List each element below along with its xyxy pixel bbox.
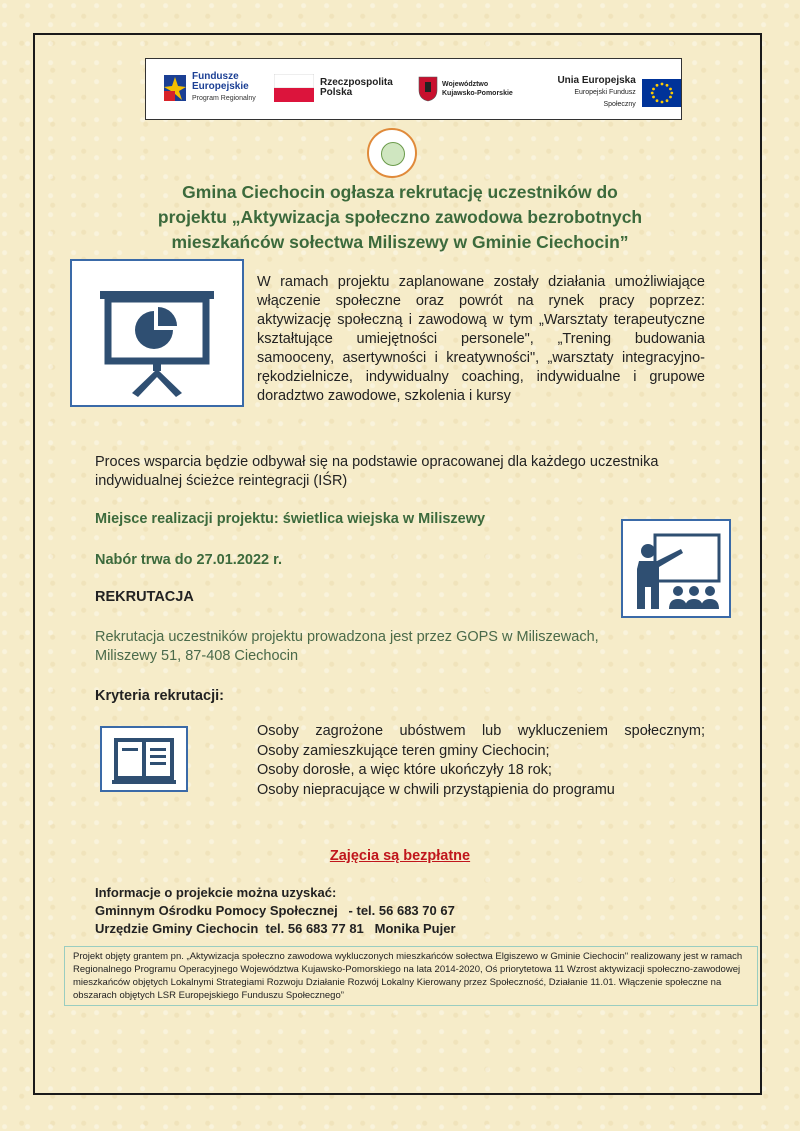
title-line-3: mieszkańców sołectwa Miliszewy w Gminie Ciechocin” xyxy=(171,232,629,252)
kryteria-heading: Kryteria rekrutacji: xyxy=(95,688,224,704)
intro-paragraph: W ramach projektu zaplanowane zostały działania umożliwiające włączenie społeczne oraz powrót na rynek pracy poprzez: aktywizację społeczną i zawodową w tym „Warsztaty terapeutyczne kształtujące umiejętności personele", „Trening budowania samooceny, asertywności i kreatywności", „warsztaty integracyjno-rękodzielnicze, indywidualny coaching, indywidualne i grupowe doradztwo zawodowe, szkolenia i kursy xyxy=(257,274,705,404)
project-location: Miejsce realizacji projektu: świetlica wiejska w Miliszewy xyxy=(95,511,486,527)
unia-europejska-logo xyxy=(542,76,681,110)
open-book-icon xyxy=(102,728,186,790)
fe-line1: Fundusze xyxy=(192,71,239,82)
support-process-text: Proces wsparcia będzie odbywał się na podstawie opracowanej dla każdego uczestnika indywidualnej ścieżce reintegracji (IŚR) xyxy=(95,454,659,489)
fundusze-europejskie-logo xyxy=(162,72,256,104)
page-title xyxy=(80,180,720,255)
title-line-1: Gmina Ciechocin ogłasza rekrutację uczestników do xyxy=(182,182,618,202)
presentation-icon-box xyxy=(70,259,244,407)
recruitment-deadline: Nabór trwa do 27.01.2022 r. xyxy=(95,552,282,568)
criteria-item-1: Osoby zagrożone ubóstwem lub wykluczeniem społecznym; xyxy=(257,723,705,739)
woj-line1: Województwo xyxy=(442,81,489,88)
rp-line2: Polska xyxy=(320,87,353,98)
fe-line2: Europejskie xyxy=(192,81,249,92)
teacher-icon-box xyxy=(621,519,731,618)
ue-line2: Europejski Fundusz Społeczny xyxy=(574,89,636,108)
wojewodztwo-logo xyxy=(418,76,513,102)
contact-heading: Informacje o projekcie można uzyskać: xyxy=(95,885,337,900)
contact-line-2: Urzędzie Gminy Ciechocin tel. 56 683 77 81 Monika Pujer xyxy=(95,921,456,936)
funding-footer-note: Projekt objęty grantem pn. „Aktywizacja społeczno zawodowa wykluczonych mieszkańców sołectwa Elgiszewo w Gminie Ciechocin" realizowany jest w ramach Regionalnego Programu Operacyjnego Województwa Kujawsko-Pomorskiego na lata 2014-2020, Oś priorytetowa 11 Wzrost aktywizacji społeczno-zawodowej mieszkańców objętych Lokalnymi Strategiami Rozwoju Działanie Rozwój Lokalny Kierowany przez Społeczność, Działanie 11.01. Włączenie społeczne na obszarach objętych LSR Europejskiego Funduszu Społecznego” xyxy=(64,946,758,1006)
criteria-item-2: Osoby zamieszkujące teren gminy Ciechocin; xyxy=(257,742,550,759)
book-icon-box xyxy=(100,726,188,792)
criteria-list xyxy=(257,722,705,800)
fe-line3: Program Regionalny xyxy=(192,95,256,102)
contact-line-1: Gminnym Ośrodku Pomocy Społecznej - tel. 56 683 70 67 xyxy=(95,903,455,918)
contact-info xyxy=(95,884,456,938)
local-action-group-seal xyxy=(367,128,417,178)
title-line-2: projektu „Aktywizacja społeczno zawodowa bezrobotnych xyxy=(157,207,643,227)
rp-line1: Rzeczpospolita xyxy=(320,77,393,88)
fe-star-icon xyxy=(162,73,188,103)
rekrutacja-heading: REKRUTACJA xyxy=(95,589,194,605)
presentation-chart-icon xyxy=(72,261,242,405)
criteria-item-3: Osoby dorosłe, a więc które ukończyły 18 rok; xyxy=(257,762,552,778)
ue-line1: Unia Europejska xyxy=(557,75,636,86)
criteria-item-4: Osoby niepracujące w chwili przystąpienia do programu xyxy=(257,781,615,798)
rzeczpospolita-logo xyxy=(274,74,393,102)
coat-of-arms-icon xyxy=(418,76,438,102)
woj-line2: Kujawsko-Pomorskie xyxy=(442,90,513,97)
eu-flag-icon xyxy=(642,79,681,107)
teacher-board-icon xyxy=(623,521,729,616)
rekrutacja-text: Rekrutacja uczestników projektu prowadzona jest przez GOPS w Miliszewach, Miliszewy 51, 87-408 Ciechocin xyxy=(95,629,599,664)
funding-logo-bar xyxy=(145,58,682,120)
polish-flag-icon xyxy=(274,74,314,102)
free-classes-notice: Zajęcia są bezpłatne xyxy=(329,848,471,864)
